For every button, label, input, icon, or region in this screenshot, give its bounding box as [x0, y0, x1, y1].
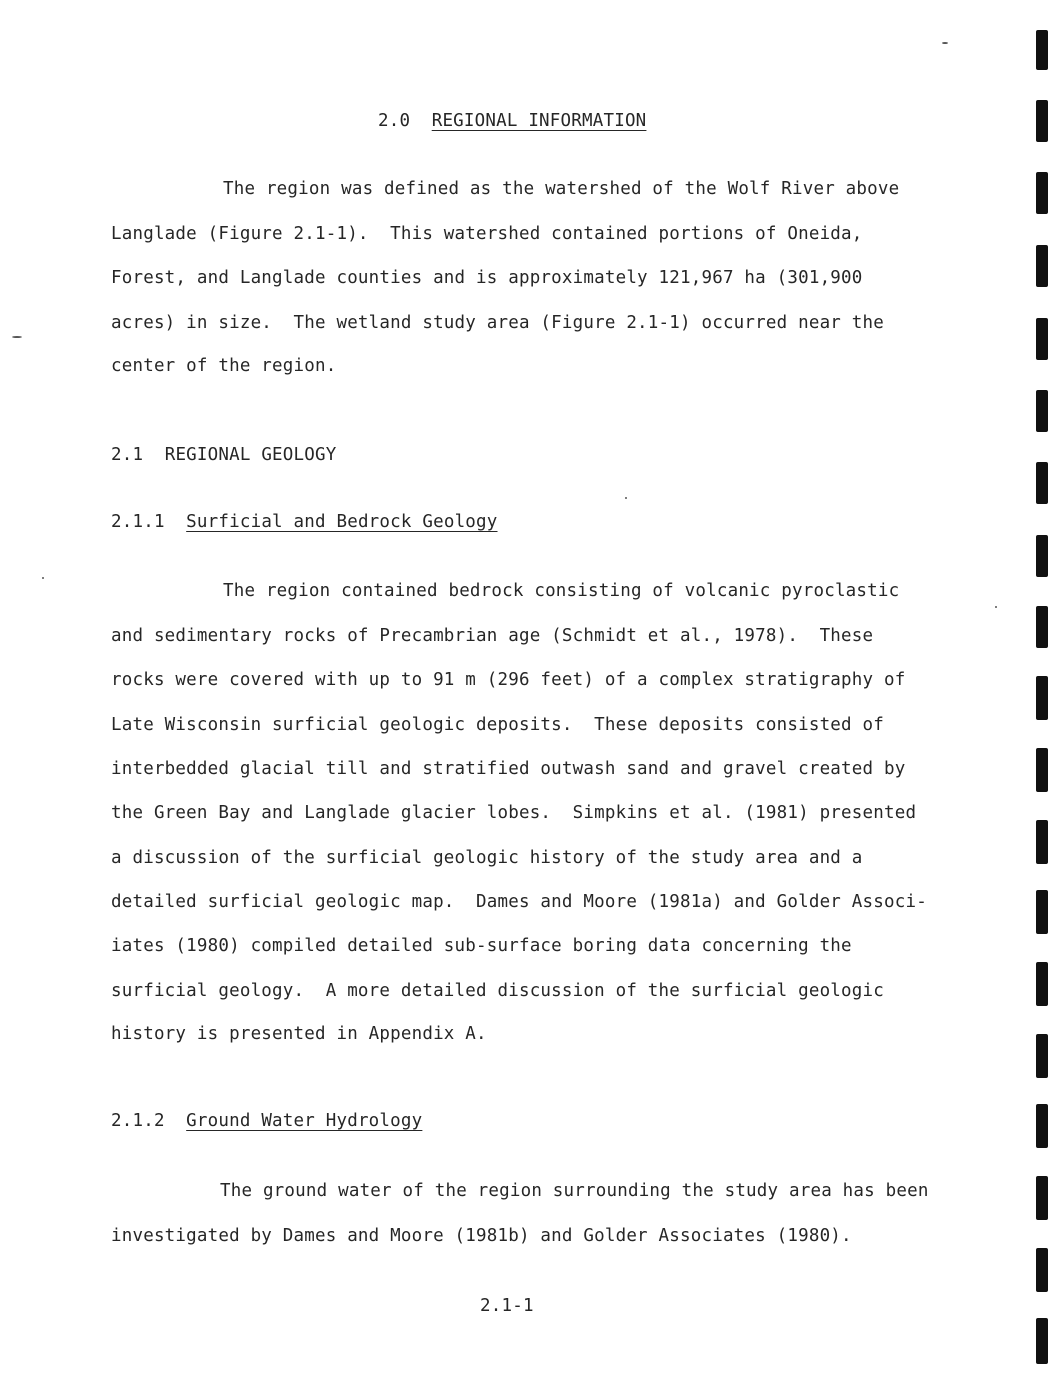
sub-subsection-title: Ground Water Hydrology [186, 1111, 423, 1131]
binder-hole-mark [1036, 318, 1048, 360]
geology-line: surficial geology. A more detailed discussion of the surficial geologic [111, 981, 884, 1001]
section-title: REGIONAL INFORMATION [431, 111, 647, 131]
intro-line: center of the region. [111, 356, 337, 376]
binder-hole-mark [1036, 100, 1048, 142]
binder-hole-mark [1036, 462, 1048, 504]
scan-speck [995, 606, 997, 608]
subsection-title: REGIONAL GEOLOGY [164, 445, 337, 465]
geology-line: and sedimentary rocks of Precambrian age (Schmidt et al., 1978). These [111, 626, 874, 646]
subsection-number: 2.1 [111, 445, 144, 465]
scan-speck [942, 42, 948, 44]
intro-line: Langlade (Figure 2.1-1). This watershed contained portions of Oneida, [111, 224, 863, 244]
geology-line: interbedded glacial till and stratified outwash sand and gravel created by [111, 759, 906, 779]
subsection-heading [111, 445, 336, 465]
scan-speck [625, 497, 627, 499]
binder-hole-mark [1036, 1034, 1048, 1078]
binder-hole-mark [1036, 890, 1048, 934]
sub-subsection-number: 2.1.2 [111, 1111, 165, 1131]
sub-subsection-heading-1 [111, 512, 498, 532]
binder-hole-mark [1036, 245, 1048, 287]
binder-hole-mark [1036, 30, 1048, 70]
binder-hole-mark [1036, 535, 1048, 577]
hydrology-line: investigated by Dames and Moore (1981b) and Golder Associates (1980). [111, 1226, 852, 1246]
binder-hole-mark [1036, 390, 1048, 432]
binder-hole-mark [1036, 1104, 1048, 1148]
section-heading [378, 111, 646, 131]
geology-line: rocks were covered with up to 91 m (296 feet) of a complex stratigraphy of [111, 670, 906, 690]
binder-hole-mark [1036, 606, 1048, 648]
sub-subsection-heading-2 [111, 1111, 422, 1131]
geology-line: history is presented in Appendix A. [111, 1024, 487, 1044]
binder-hole-mark [1036, 1248, 1048, 1292]
intro-line: Forest, and Langlade counties and is approximately 121,967 ha (301,900 [111, 268, 863, 288]
binder-hole-mark [1036, 676, 1048, 720]
scan-speck [42, 577, 44, 579]
binder-hole-mark [1036, 1176, 1048, 1220]
geology-line: a discussion of the surficial geologic history of the study area and a [111, 848, 863, 868]
section-number: 2.0 [378, 111, 411, 131]
geology-line: the Green Bay and Langlade glacier lobes. Simpkins et al. (1981) presented [111, 803, 917, 823]
geology-line: The region contained bedrock consisting of volcanic pyroclastic [223, 581, 900, 601]
binder-hole-mark [1036, 962, 1048, 1006]
intro-line: acres) in size. The wetland study area (Figure 2.1-1) occurred near the [111, 313, 884, 333]
page-number: 2.1-1 [480, 1296, 534, 1316]
binder-hole-mark [1036, 748, 1048, 792]
binder-hole-mark [1036, 172, 1048, 214]
geology-line: Late Wisconsin surficial geologic deposits. These deposits consisted of [111, 715, 884, 735]
geology-line: iates (1980) compiled detailed sub-surface boring data concerning the [111, 936, 852, 956]
binder-hole-mark [1036, 1318, 1048, 1364]
sub-subsection-number: 2.1.1 [111, 512, 165, 532]
scan-speck [12, 336, 22, 338]
hydrology-line: The ground water of the region surrounding the study area has been [220, 1181, 929, 1201]
binder-hole-mark [1036, 820, 1048, 864]
sub-subsection-title: Surficial and Bedrock Geology [186, 512, 498, 532]
intro-line: The region was defined as the watershed of the Wolf River above [223, 179, 900, 199]
geology-line: detailed surficial geologic map. Dames and Moore (1981a) and Golder Associ- [111, 892, 927, 912]
